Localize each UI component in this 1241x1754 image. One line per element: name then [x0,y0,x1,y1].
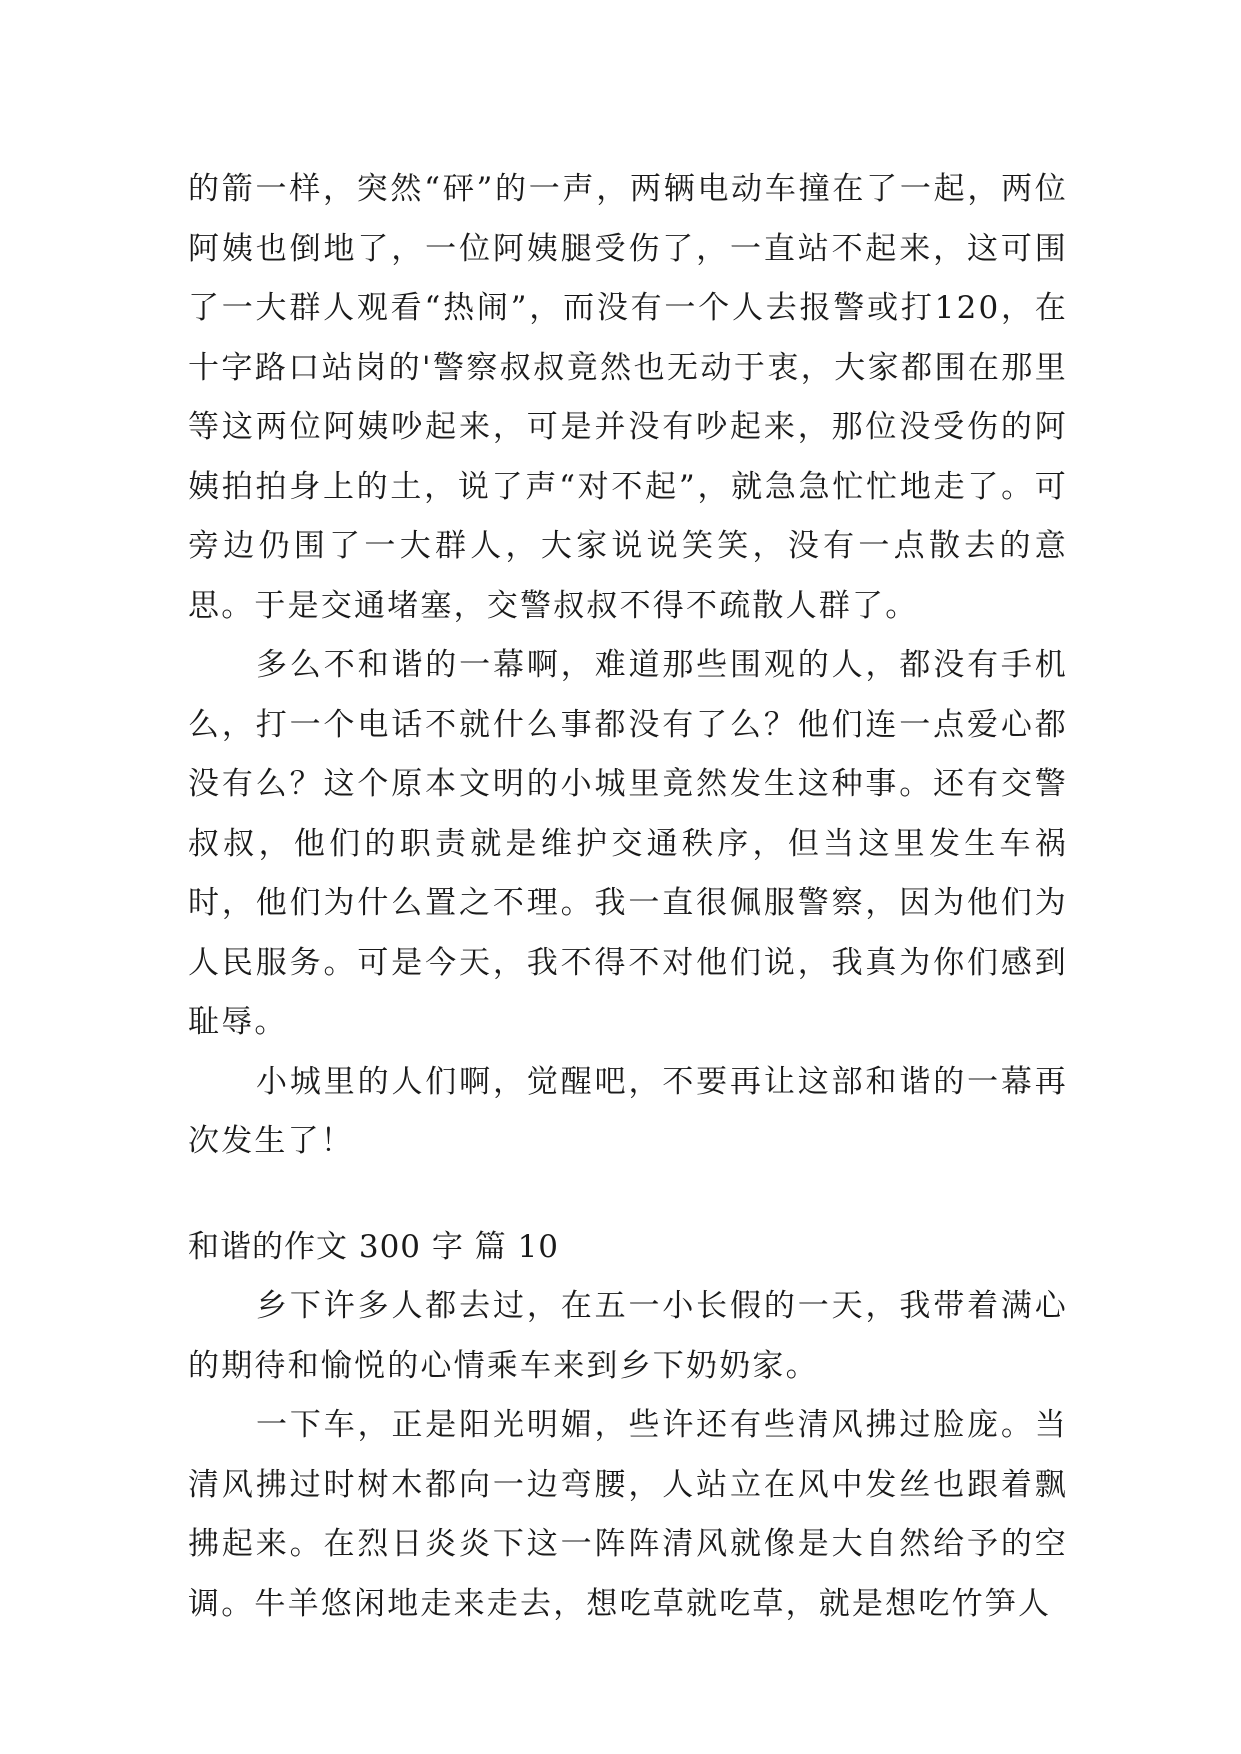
paragraph-continued: 的箭一样，突然“砰”的一声，两辆电动车撞在了一起，两位阿姨也倒地了，一位阿姨腿受伤了，一直站不起来，这可围了一大群人观看“热闹”，而没有一个人去报警或打120，在十字路口站岗的'警察叔叔竟然也无动于衷，大家都围在那里等这两位阿姨吵起来，可是并没有吵起来，那位没受伤的阿姨拍拍身上的土，说了声“对不起”，就急急忙忙地走了。可旁边仍围了一大群人，大家说说笑笑，没有一点散去的意思。于是交通堵塞，交警叔叔不得不疏散人群了。 [188,171,1068,624]
paragraph: 多么不和谐的一幕啊，难道那些围观的人，都没有手机么，打一个电话不就什么事都没有了么？他们连一点爱心都没有么？这个原本文明的小城里竟然发生这种事。还有交警叔叔，他们的职责就是维护交通秩序，但当这里发生车祸时，他们为什么置之不理。我一直很佩服警察，因为他们为人民服务。可是今天，我不得不对他们说，我真为你们感到耻辱。 [188,647,1068,1040]
paragraph: 乡下许多人都去过，在五一小长假的一天，我带着满心的期待和愉悦的心情乘车来到乡下奶奶家。 [188,1288,1068,1384]
paragraph: 一下车，正是阳光明媚，些许还有些清风拂过脸庞。当清风拂过时树木都向一边弯腰，人站立在风中发丝也跟着飘拂起来。在烈日炎炎下这一阵阵清风就像是大自然给予的空调。牛羊悠闲地走来走去，想吃草就吃草，就是想吃竹笋人 [188,1407,1068,1622]
section-spacer [188,1172,1068,1218]
document-body [188,160,1068,1634]
paragraph: 小城里的人们啊，觉醒吧，不要再让这部和谐的一幕再次发生了！ [188,1063,1068,1159]
section-heading: 和谐的作文 300 字 篇 10 [188,1228,560,1265]
